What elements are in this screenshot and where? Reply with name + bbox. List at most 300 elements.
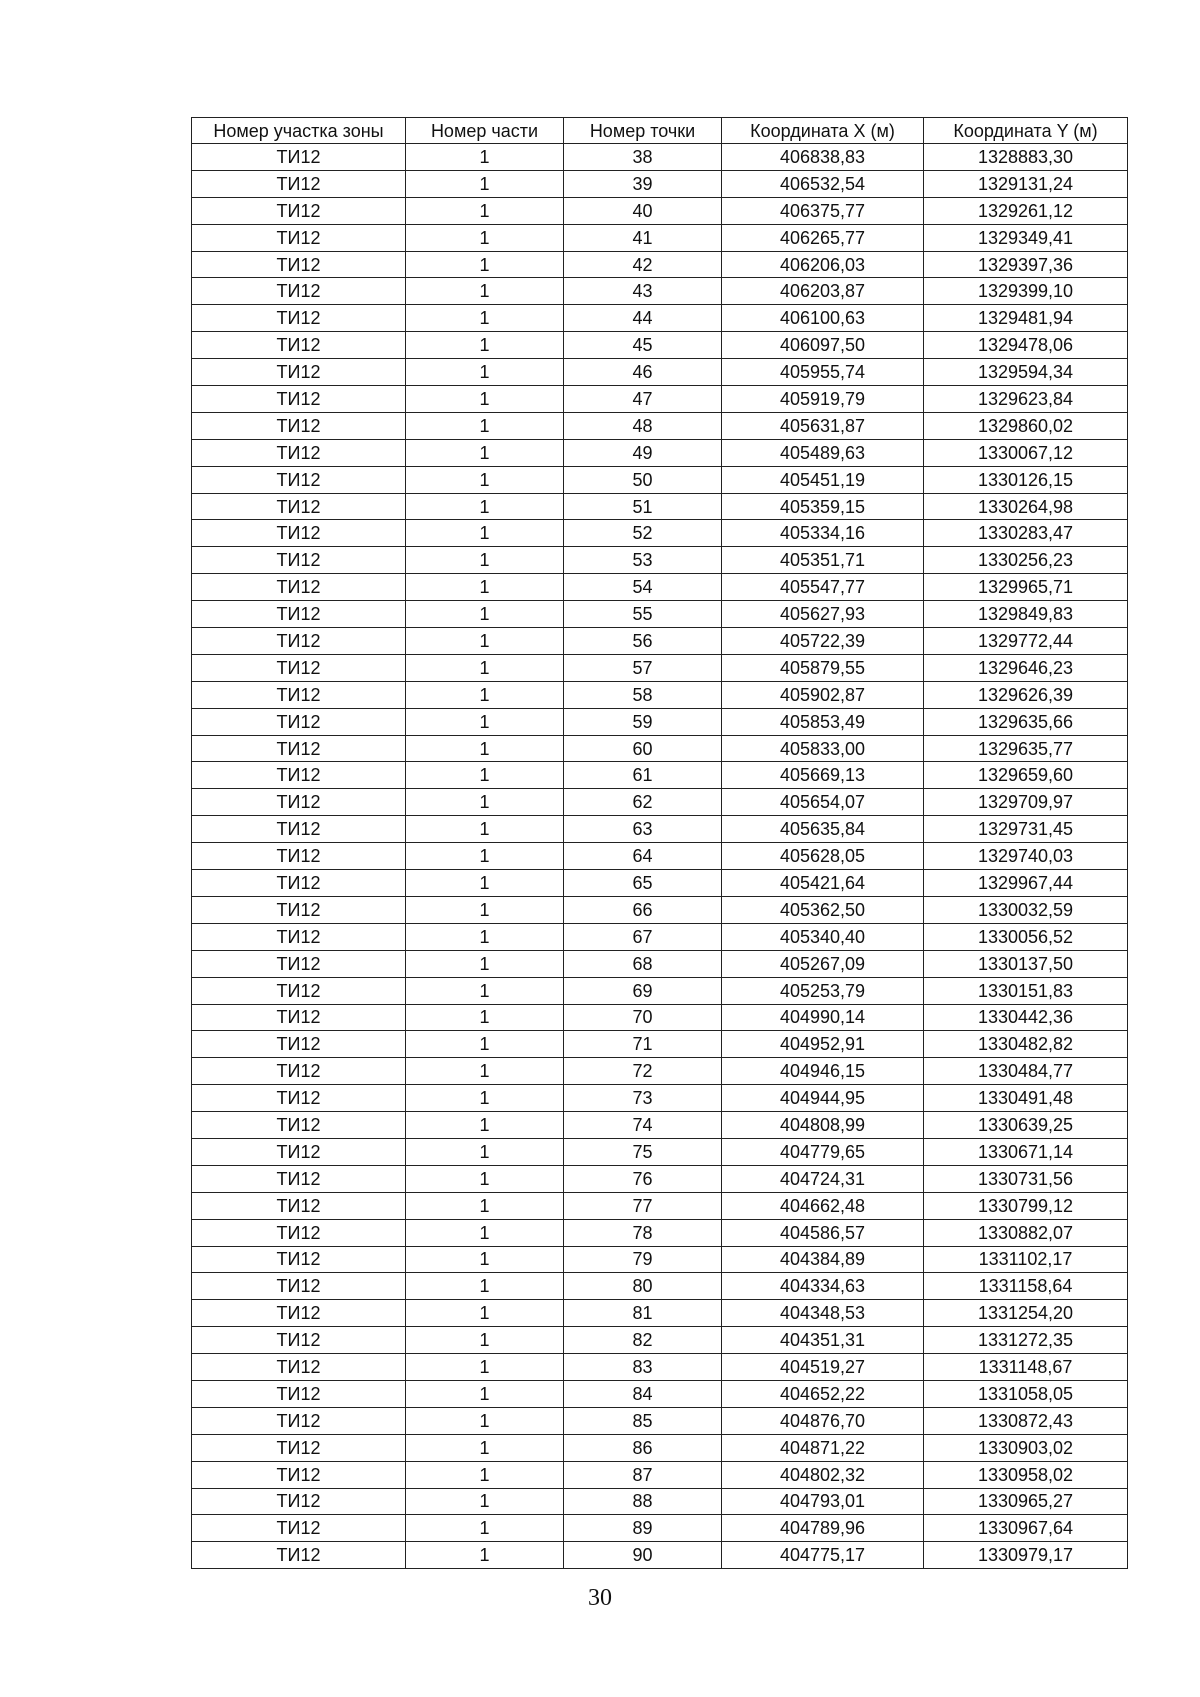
- cell-coordinate-x: 404586,57: [722, 1219, 924, 1246]
- cell-part-number: 1: [406, 950, 564, 977]
- cell-part-number: 1: [406, 1031, 564, 1058]
- cell-zone-section: ТИ12: [192, 654, 406, 681]
- cell-coordinate-x: 405628,05: [722, 843, 924, 870]
- cell-point-number: 38: [564, 144, 722, 171]
- cell-coordinate-x: 405334,16: [722, 520, 924, 547]
- cell-coordinate-y: 1330967,64: [924, 1515, 1128, 1542]
- cell-point-number: 75: [564, 1138, 722, 1165]
- cell-coordinate-y: 1330731,56: [924, 1165, 1128, 1192]
- table-row: [192, 520, 1128, 547]
- page-number: 30: [588, 1585, 612, 1611]
- cell-coordinate-x: 405489,63: [722, 439, 924, 466]
- cell-point-number: 56: [564, 628, 722, 655]
- cell-zone-section: ТИ12: [192, 493, 406, 520]
- cell-coordinate-y: 1329481,94: [924, 305, 1128, 332]
- cell-coordinate-y: 1329849,83: [924, 601, 1128, 628]
- cell-point-number: 87: [564, 1461, 722, 1488]
- cell-point-number: 89: [564, 1515, 722, 1542]
- table-row: [192, 1542, 1128, 1569]
- cell-point-number: 69: [564, 977, 722, 1004]
- table-row: [192, 654, 1128, 681]
- cell-coordinate-x: 405451,19: [722, 466, 924, 493]
- cell-coordinate-y: 1329635,77: [924, 735, 1128, 762]
- cell-point-number: 59: [564, 708, 722, 735]
- cell-coordinate-x: 406097,50: [722, 332, 924, 359]
- cell-coordinate-y: 1330126,15: [924, 466, 1128, 493]
- cell-coordinate-y: 1330639,25: [924, 1112, 1128, 1139]
- cell-zone-section: ТИ12: [192, 843, 406, 870]
- cell-point-number: 51: [564, 493, 722, 520]
- cell-coordinate-y: 1330032,59: [924, 896, 1128, 923]
- cell-coordinate-y: 1330137,50: [924, 950, 1128, 977]
- cell-point-number: 70: [564, 1004, 722, 1031]
- table-row: [192, 439, 1128, 466]
- cell-part-number: 1: [406, 1085, 564, 1112]
- table-row: [192, 305, 1128, 332]
- table-row: [192, 332, 1128, 359]
- cell-part-number: 1: [406, 1354, 564, 1381]
- cell-point-number: 45: [564, 332, 722, 359]
- cell-coordinate-x: 405340,40: [722, 923, 924, 950]
- cell-coordinate-x: 406532,54: [722, 170, 924, 197]
- cell-point-number: 47: [564, 386, 722, 413]
- cell-zone-section: ТИ12: [192, 1192, 406, 1219]
- table-row: [192, 547, 1128, 574]
- table-row: [192, 1246, 1128, 1273]
- cell-zone-section: ТИ12: [192, 278, 406, 305]
- cell-zone-section: ТИ12: [192, 224, 406, 251]
- cell-part-number: 1: [406, 762, 564, 789]
- cell-point-number: 55: [564, 601, 722, 628]
- cell-zone-section: ТИ12: [192, 977, 406, 1004]
- table-row: [192, 493, 1128, 520]
- cell-zone-section: ТИ12: [192, 574, 406, 601]
- cell-zone-section: ТИ12: [192, 896, 406, 923]
- cell-zone-section: ТИ12: [192, 520, 406, 547]
- cell-coordinate-x: 404789,96: [722, 1515, 924, 1542]
- cell-point-number: 44: [564, 305, 722, 332]
- table-row: [192, 1380, 1128, 1407]
- cell-coordinate-x: 404990,14: [722, 1004, 924, 1031]
- cell-part-number: 1: [406, 1327, 564, 1354]
- cell-coordinate-y: 1329740,03: [924, 843, 1128, 870]
- cell-part-number: 1: [406, 1542, 564, 1569]
- cell-coordinate-x: 404944,95: [722, 1085, 924, 1112]
- cell-zone-section: ТИ12: [192, 762, 406, 789]
- cell-zone-section: ТИ12: [192, 1407, 406, 1434]
- cell-coordinate-x: 405669,13: [722, 762, 924, 789]
- table-row: [192, 1354, 1128, 1381]
- cell-coordinate-x: 405955,74: [722, 359, 924, 386]
- table-row: [192, 1165, 1128, 1192]
- cell-zone-section: ТИ12: [192, 1031, 406, 1058]
- cell-coordinate-x: 404952,91: [722, 1031, 924, 1058]
- cell-point-number: 53: [564, 547, 722, 574]
- cell-zone-section: ТИ12: [192, 305, 406, 332]
- cell-coordinate-x: 404724,31: [722, 1165, 924, 1192]
- cell-part-number: 1: [406, 1407, 564, 1434]
- cell-zone-section: ТИ12: [192, 1273, 406, 1300]
- table-row: [192, 843, 1128, 870]
- cell-coordinate-x: 404779,65: [722, 1138, 924, 1165]
- cell-coordinate-x: 405359,15: [722, 493, 924, 520]
- cell-point-number: 48: [564, 412, 722, 439]
- cell-point-number: 81: [564, 1300, 722, 1327]
- cell-part-number: 1: [406, 654, 564, 681]
- cell-coordinate-y: 1330903,02: [924, 1434, 1128, 1461]
- cell-coordinate-x: 404946,15: [722, 1058, 924, 1085]
- table-row: [192, 628, 1128, 655]
- cell-point-number: 54: [564, 574, 722, 601]
- cell-coordinate-y: 1330491,48: [924, 1085, 1128, 1112]
- cell-zone-section: ТИ12: [192, 170, 406, 197]
- cell-coordinate-x: 405654,07: [722, 789, 924, 816]
- cell-zone-section: ТИ12: [192, 950, 406, 977]
- cell-coordinate-y: 1329261,12: [924, 197, 1128, 224]
- cell-zone-section: ТИ12: [192, 1461, 406, 1488]
- table-row: [192, 1138, 1128, 1165]
- cell-zone-section: ТИ12: [192, 1058, 406, 1085]
- cell-part-number: 1: [406, 466, 564, 493]
- header-coordinate-y: Координата Y (м): [924, 118, 1128, 144]
- cell-coordinate-x: 406100,63: [722, 305, 924, 332]
- cell-coordinate-y: 1330283,47: [924, 520, 1128, 547]
- cell-coordinate-y: 1329594,34: [924, 359, 1128, 386]
- cell-point-number: 43: [564, 278, 722, 305]
- cell-point-number: 85: [564, 1407, 722, 1434]
- cell-coordinate-y: 1331254,20: [924, 1300, 1128, 1327]
- cell-point-number: 79: [564, 1246, 722, 1273]
- cell-part-number: 1: [406, 1300, 564, 1327]
- table-row: [192, 1461, 1128, 1488]
- cell-part-number: 1: [406, 1112, 564, 1139]
- cell-part-number: 1: [406, 547, 564, 574]
- cell-zone-section: ТИ12: [192, 601, 406, 628]
- cell-coordinate-x: 406375,77: [722, 197, 924, 224]
- cell-coordinate-x: 404662,48: [722, 1192, 924, 1219]
- cell-part-number: 1: [406, 332, 564, 359]
- cell-coordinate-x: 405362,50: [722, 896, 924, 923]
- cell-point-number: 65: [564, 870, 722, 897]
- cell-point-number: 82: [564, 1327, 722, 1354]
- table-row: [192, 762, 1128, 789]
- cell-coordinate-y: 1331102,17: [924, 1246, 1128, 1273]
- cell-part-number: 1: [406, 601, 564, 628]
- table-row: [192, 1407, 1128, 1434]
- cell-zone-section: ТИ12: [192, 1112, 406, 1139]
- table-row: [192, 466, 1128, 493]
- cell-coordinate-y: 1329967,44: [924, 870, 1128, 897]
- header-point-number: Номер точки: [564, 118, 722, 144]
- header-zone-section: Номер участка зоны: [192, 118, 406, 144]
- cell-coordinate-x: 404775,17: [722, 1542, 924, 1569]
- cell-part-number: 1: [406, 977, 564, 1004]
- cell-part-number: 1: [406, 923, 564, 950]
- cell-coordinate-y: 1329860,02: [924, 412, 1128, 439]
- cell-zone-section: ТИ12: [192, 466, 406, 493]
- table-row: [192, 1434, 1128, 1461]
- table-row: [192, 1515, 1128, 1542]
- cell-part-number: 1: [406, 1246, 564, 1273]
- header-part-number: Номер части: [406, 118, 564, 144]
- cell-part-number: 1: [406, 359, 564, 386]
- cell-part-number: 1: [406, 843, 564, 870]
- table-row: [192, 412, 1128, 439]
- cell-coordinate-y: 1330067,12: [924, 439, 1128, 466]
- cell-zone-section: ТИ12: [192, 547, 406, 574]
- cell-zone-section: ТИ12: [192, 923, 406, 950]
- cell-point-number: 60: [564, 735, 722, 762]
- cell-point-number: 58: [564, 681, 722, 708]
- cell-coordinate-y: 1329478,06: [924, 332, 1128, 359]
- cell-coordinate-x: 405635,84: [722, 816, 924, 843]
- cell-coordinate-x: 406206,03: [722, 251, 924, 278]
- cell-coordinate-x: 404652,22: [722, 1380, 924, 1407]
- cell-zone-section: ТИ12: [192, 1515, 406, 1542]
- cell-coordinate-y: 1329397,36: [924, 251, 1128, 278]
- cell-point-number: 71: [564, 1031, 722, 1058]
- cell-part-number: 1: [406, 224, 564, 251]
- cell-point-number: 42: [564, 251, 722, 278]
- cell-coordinate-x: 404793,01: [722, 1488, 924, 1515]
- coordinates-table: [191, 117, 1128, 1569]
- cell-part-number: 1: [406, 896, 564, 923]
- cell-point-number: 52: [564, 520, 722, 547]
- cell-coordinate-y: 1329635,66: [924, 708, 1128, 735]
- cell-point-number: 84: [564, 1380, 722, 1407]
- cell-point-number: 64: [564, 843, 722, 870]
- cell-part-number: 1: [406, 628, 564, 655]
- cell-point-number: 63: [564, 816, 722, 843]
- cell-part-number: 1: [406, 1380, 564, 1407]
- cell-coordinate-y: 1329659,60: [924, 762, 1128, 789]
- cell-coordinate-x: 405919,79: [722, 386, 924, 413]
- cell-part-number: 1: [406, 170, 564, 197]
- cell-coordinate-y: 1330671,14: [924, 1138, 1128, 1165]
- cell-zone-section: ТИ12: [192, 144, 406, 171]
- cell-zone-section: ТИ12: [192, 251, 406, 278]
- cell-part-number: 1: [406, 1058, 564, 1085]
- cell-coordinate-y: 1331272,35: [924, 1327, 1128, 1354]
- cell-coordinate-y: 1329731,45: [924, 816, 1128, 843]
- cell-coordinate-x: 404802,32: [722, 1461, 924, 1488]
- table-row: [192, 735, 1128, 762]
- cell-coordinate-x: 405879,55: [722, 654, 924, 681]
- cell-coordinate-y: 1330872,43: [924, 1407, 1128, 1434]
- table-row: [192, 1488, 1128, 1515]
- cell-zone-section: ТИ12: [192, 628, 406, 655]
- cell-zone-section: ТИ12: [192, 1354, 406, 1381]
- table-row: [192, 1112, 1128, 1139]
- cell-part-number: 1: [406, 1165, 564, 1192]
- table-row: [192, 170, 1128, 197]
- cell-point-number: 68: [564, 950, 722, 977]
- cell-coordinate-x: 404808,99: [722, 1112, 924, 1139]
- cell-coordinate-y: 1330264,98: [924, 493, 1128, 520]
- table-row: [192, 789, 1128, 816]
- cell-coordinate-x: 406203,87: [722, 278, 924, 305]
- cell-part-number: 1: [406, 1219, 564, 1246]
- cell-coordinate-y: 1330482,82: [924, 1031, 1128, 1058]
- cell-coordinate-y: 1330979,17: [924, 1542, 1128, 1569]
- table-header-row: [192, 118, 1128, 144]
- cell-part-number: 1: [406, 144, 564, 171]
- cell-coordinate-y: 1331148,67: [924, 1354, 1128, 1381]
- cell-zone-section: ТИ12: [192, 1219, 406, 1246]
- cell-coordinate-y: 1330799,12: [924, 1192, 1128, 1219]
- cell-point-number: 90: [564, 1542, 722, 1569]
- table-row: [192, 896, 1128, 923]
- cell-part-number: 1: [406, 278, 564, 305]
- cell-coordinate-x: 405547,77: [722, 574, 924, 601]
- cell-zone-section: ТИ12: [192, 1327, 406, 1354]
- cell-zone-section: ТИ12: [192, 1380, 406, 1407]
- cell-coordinate-x: 405631,87: [722, 412, 924, 439]
- cell-part-number: 1: [406, 197, 564, 224]
- cell-coordinate-x: 405833,00: [722, 735, 924, 762]
- cell-part-number: 1: [406, 412, 564, 439]
- cell-zone-section: ТИ12: [192, 359, 406, 386]
- table-row: [192, 1085, 1128, 1112]
- cell-coordinate-x: 405253,79: [722, 977, 924, 1004]
- table-row: [192, 816, 1128, 843]
- cell-coordinate-y: 1330965,27: [924, 1488, 1128, 1515]
- cell-point-number: 78: [564, 1219, 722, 1246]
- cell-coordinate-y: 1329646,23: [924, 654, 1128, 681]
- cell-point-number: 76: [564, 1165, 722, 1192]
- cell-point-number: 77: [564, 1192, 722, 1219]
- table-row: [192, 923, 1128, 950]
- table-row: [192, 144, 1128, 171]
- cell-zone-section: ТИ12: [192, 735, 406, 762]
- cell-point-number: 74: [564, 1112, 722, 1139]
- table-row: [192, 977, 1128, 1004]
- table-row: [192, 1219, 1128, 1246]
- table-row: [192, 251, 1128, 278]
- cell-point-number: 39: [564, 170, 722, 197]
- table-row: [192, 681, 1128, 708]
- cell-coordinate-y: 1330484,77: [924, 1058, 1128, 1085]
- cell-coordinate-y: 1329349,41: [924, 224, 1128, 251]
- cell-coordinate-y: 1330882,07: [924, 1219, 1128, 1246]
- cell-coordinate-y: 1329626,39: [924, 681, 1128, 708]
- cell-coordinate-y: 1329131,24: [924, 170, 1128, 197]
- cell-coordinate-x: 405267,09: [722, 950, 924, 977]
- table-body: [192, 144, 1128, 1569]
- cell-point-number: 67: [564, 923, 722, 950]
- cell-point-number: 41: [564, 224, 722, 251]
- table-row: [192, 708, 1128, 735]
- table-row: [192, 224, 1128, 251]
- cell-zone-section: ТИ12: [192, 816, 406, 843]
- cell-part-number: 1: [406, 1192, 564, 1219]
- cell-point-number: 66: [564, 896, 722, 923]
- cell-point-number: 62: [564, 789, 722, 816]
- cell-zone-section: ТИ12: [192, 1434, 406, 1461]
- table-row: [192, 359, 1128, 386]
- cell-part-number: 1: [406, 1461, 564, 1488]
- cell-coordinate-y: 1330151,83: [924, 977, 1128, 1004]
- cell-point-number: 57: [564, 654, 722, 681]
- table-row: [192, 1300, 1128, 1327]
- cell-coordinate-x: 404876,70: [722, 1407, 924, 1434]
- cell-point-number: 73: [564, 1085, 722, 1112]
- cell-coordinate-x: 404871,22: [722, 1434, 924, 1461]
- cell-point-number: 40: [564, 197, 722, 224]
- table-row: [192, 950, 1128, 977]
- cell-coordinate-x: 404519,27: [722, 1354, 924, 1381]
- table-row: [192, 386, 1128, 413]
- cell-coordinate-x: 405902,87: [722, 681, 924, 708]
- cell-coordinate-y: 1329772,44: [924, 628, 1128, 655]
- cell-part-number: 1: [406, 1004, 564, 1031]
- cell-coordinate-x: 405722,39: [722, 628, 924, 655]
- cell-part-number: 1: [406, 520, 564, 547]
- cell-point-number: 83: [564, 1354, 722, 1381]
- header-coordinate-x: Координата X (м): [722, 118, 924, 144]
- cell-zone-section: ТИ12: [192, 1488, 406, 1515]
- cell-zone-section: ТИ12: [192, 1246, 406, 1273]
- cell-coordinate-y: 1329399,10: [924, 278, 1128, 305]
- table-row: [192, 1327, 1128, 1354]
- cell-zone-section: ТИ12: [192, 870, 406, 897]
- cell-coordinate-y: 1329623,84: [924, 386, 1128, 413]
- cell-point-number: 86: [564, 1434, 722, 1461]
- cell-part-number: 1: [406, 305, 564, 332]
- table-row: [192, 1031, 1128, 1058]
- cell-point-number: 50: [564, 466, 722, 493]
- cell-part-number: 1: [406, 735, 564, 762]
- cell-part-number: 1: [406, 439, 564, 466]
- cell-part-number: 1: [406, 386, 564, 413]
- cell-coordinate-y: 1330256,23: [924, 547, 1128, 574]
- cell-coordinate-x: 404351,31: [722, 1327, 924, 1354]
- cell-point-number: 88: [564, 1488, 722, 1515]
- cell-zone-section: ТИ12: [192, 1542, 406, 1569]
- cell-part-number: 1: [406, 1273, 564, 1300]
- cell-zone-section: ТИ12: [192, 1085, 406, 1112]
- cell-part-number: 1: [406, 681, 564, 708]
- cell-coordinate-x: 404334,63: [722, 1273, 924, 1300]
- cell-coordinate-x: 405421,64: [722, 870, 924, 897]
- cell-coordinate-y: 1329965,71: [924, 574, 1128, 601]
- cell-coordinate-x: 404384,89: [722, 1246, 924, 1273]
- table-row: [192, 1192, 1128, 1219]
- cell-part-number: 1: [406, 1434, 564, 1461]
- cell-point-number: 49: [564, 439, 722, 466]
- table-row: [192, 601, 1128, 628]
- cell-zone-section: ТИ12: [192, 197, 406, 224]
- cell-coordinate-x: 406265,77: [722, 224, 924, 251]
- cell-part-number: 1: [406, 789, 564, 816]
- table-row: [192, 870, 1128, 897]
- cell-zone-section: ТИ12: [192, 1138, 406, 1165]
- table-row: [192, 278, 1128, 305]
- cell-part-number: 1: [406, 574, 564, 601]
- cell-zone-section: ТИ12: [192, 1004, 406, 1031]
- cell-part-number: 1: [406, 870, 564, 897]
- cell-zone-section: ТИ12: [192, 439, 406, 466]
- cell-coordinate-y: 1330056,52: [924, 923, 1128, 950]
- cell-part-number: 1: [406, 1488, 564, 1515]
- cell-point-number: 72: [564, 1058, 722, 1085]
- cell-zone-section: ТИ12: [192, 332, 406, 359]
- cell-coordinate-y: 1331158,64: [924, 1273, 1128, 1300]
- cell-point-number: 61: [564, 762, 722, 789]
- cell-coordinate-x: 404348,53: [722, 1300, 924, 1327]
- cell-coordinate-y: 1330442,36: [924, 1004, 1128, 1031]
- cell-coordinate-x: 405627,93: [722, 601, 924, 628]
